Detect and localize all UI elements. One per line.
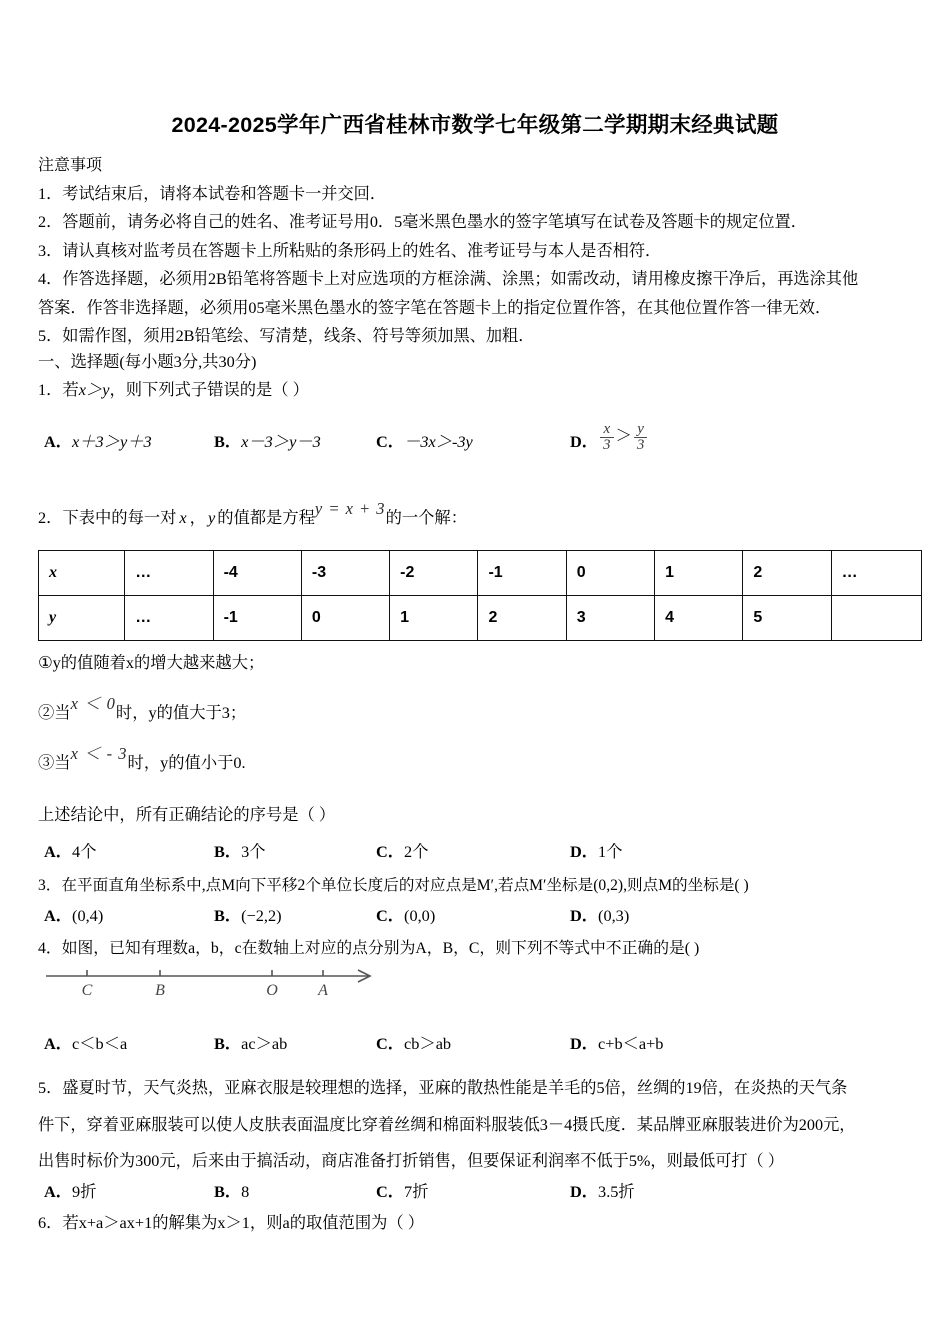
option-a-label: A． xyxy=(44,1182,73,1201)
option-a-label: A． xyxy=(44,906,73,925)
option-d[interactable] xyxy=(570,1030,663,1054)
option-b[interactable] xyxy=(214,838,266,862)
q1-stem-math: x＞y xyxy=(78,380,110,399)
conclusion-3-mark: ③ xyxy=(38,753,55,772)
question-5-line-1-text: 盛夏时节，天气炎热，亚麻衣服是较理想的选择，亚麻的散热性能是羊毛的5倍，丝绸的19倍，在炎热的天气条 xyxy=(62,1079,848,1097)
option-a-text: (0,4) xyxy=(72,906,104,925)
number-line-label-c: C xyxy=(81,982,93,999)
table-cell: -1 xyxy=(213,596,301,641)
question-5-stem xyxy=(38,1070,930,1180)
option-a[interactable] xyxy=(44,1178,96,1202)
q2-equation: y = x + 3 xyxy=(314,499,386,518)
option-a-text: 9折 xyxy=(72,1182,97,1201)
conclusion-2 xyxy=(38,694,247,726)
table-cell: -1 xyxy=(478,551,566,596)
solution-table xyxy=(38,550,922,641)
option-c-label: C． xyxy=(376,842,405,861)
fraction-denominator: 3 xyxy=(600,437,614,453)
option-b-text: 8 xyxy=(241,1182,250,1201)
q2-stem-comma: ， xyxy=(189,508,206,527)
notice-list xyxy=(38,180,930,350)
option-b-label: B． xyxy=(214,842,242,861)
question-5-line-1 xyxy=(38,1070,930,1107)
option-b-label: B． xyxy=(214,432,242,451)
question-5-options xyxy=(38,1178,930,1202)
question-6-number: 6． xyxy=(38,1213,63,1232)
table-cell: … xyxy=(125,551,213,596)
option-a-label: A． xyxy=(44,432,73,451)
option-d[interactable] xyxy=(570,421,649,460)
table-row-label-y: y xyxy=(39,596,125,641)
number-line-label-o: O xyxy=(266,982,278,999)
table-cell: … xyxy=(125,596,213,641)
conclusion-1-mark: ① xyxy=(38,653,53,672)
notice-item: 2．答题前，请务必将自己的姓名、准考证号用0．5毫米黑色墨水的签字笔填写在试卷及答题卡的规定位置． xyxy=(38,213,807,232)
option-a-text: c＜b＜a xyxy=(72,1034,128,1053)
option-d-text: 1个 xyxy=(598,842,623,861)
option-b[interactable] xyxy=(214,1178,249,1202)
fraction-numerator: y xyxy=(637,421,644,437)
table-cell: … xyxy=(831,551,921,596)
option-c-label: C． xyxy=(376,906,405,925)
option-b-text: (−2,2) xyxy=(241,906,282,925)
q1-stem-before: 若 xyxy=(62,380,79,399)
option-d-text: 3.5折 xyxy=(598,1182,635,1201)
option-a[interactable] xyxy=(44,428,152,452)
question-4-stem xyxy=(38,936,699,962)
section-heading: 一、选择题(每小题3分,共30分) xyxy=(38,352,257,371)
table-cell: 0 xyxy=(566,551,654,596)
notice-item: 5．如需作图，须用2B铅笔绘、写清楚，线条、符号等须加黑、加粗． xyxy=(38,327,535,346)
number-line-label-b: B xyxy=(155,982,165,999)
question-6-stem xyxy=(38,1210,424,1236)
conclusion-1-text: y的值随着x的增大越来越大； xyxy=(52,653,265,672)
option-d-relation: ＞ xyxy=(615,426,632,446)
table-row-label-x: x xyxy=(39,551,125,596)
question-3-stem xyxy=(38,873,749,899)
table-cell: -2 xyxy=(390,551,478,596)
option-c[interactable] xyxy=(376,838,428,862)
question-4-text: 如图，已知有理数a，b，c在数轴上对应的点分别为A，B，C，则下列不等式中不正确的是( ) xyxy=(61,940,700,957)
table-cell: 1 xyxy=(655,551,743,596)
option-d-label: D． xyxy=(570,842,599,861)
option-b-label: B． xyxy=(214,1182,242,1201)
conclusion-3 xyxy=(38,744,246,776)
table-cell: 3 xyxy=(566,596,654,641)
table-cell: 4 xyxy=(655,596,743,641)
conclusion-2-math: x ＜ 0 xyxy=(70,694,116,713)
notice-item: 答案．作答非选择题，必须用05毫米黑色墨水的签字笔在答题卡上的指定位置作答，在其他位置作答一律无效． xyxy=(38,298,832,317)
conclusion-2-text: 时，y的值大于3； xyxy=(115,703,247,722)
option-c[interactable] xyxy=(376,1030,451,1054)
option-c[interactable] xyxy=(376,902,435,926)
option-c-label: C． xyxy=(376,1034,405,1053)
question-2-closing: 上述结论中，所有正确结论的序号是（ ） xyxy=(38,805,336,824)
conclusion-3-pre: 当 xyxy=(54,753,71,772)
option-c-text: 2个 xyxy=(404,842,429,861)
question-3-options xyxy=(38,902,930,926)
option-c[interactable] xyxy=(376,428,473,452)
option-b-label: B． xyxy=(214,906,242,925)
number-line-figure xyxy=(38,962,418,1018)
question-1-options xyxy=(38,421,930,454)
option-a-text: x＋3＞y＋3 xyxy=(72,432,152,451)
table-cell: -3 xyxy=(301,551,389,596)
option-c-text: (0,0) xyxy=(404,906,436,925)
option-d[interactable] xyxy=(570,902,629,926)
question-5-number: 5． xyxy=(38,1079,63,1097)
q2-stem-before: 下表中的每一对 xyxy=(62,508,177,527)
option-c-text: －3x＞-3y xyxy=(404,432,473,451)
table-cell xyxy=(831,596,921,641)
number-line-label-a: A xyxy=(318,982,328,999)
fraction-denominator: 3 xyxy=(634,437,648,453)
notice-item: 3．请认真核对监考员在答题卡上所粘贴的条形码上的姓名、准考证号与本人是否相符． xyxy=(38,241,662,260)
table-cell: 2 xyxy=(743,551,831,596)
option-d-fraction-right xyxy=(634,422,648,454)
q1-stem-after: ，则下列式子错误的是（ ） xyxy=(109,380,309,399)
option-a-label: A． xyxy=(44,1034,73,1053)
question-2-stem xyxy=(38,499,467,531)
option-d[interactable] xyxy=(570,838,622,862)
option-a-label: A． xyxy=(44,842,73,861)
option-c-label: C． xyxy=(376,1182,405,1201)
option-d-text: (0,3) xyxy=(598,906,630,925)
option-d-label: D． xyxy=(570,1034,599,1053)
option-b-text: x－3＞y－3 xyxy=(241,432,321,451)
option-b-text: ac＞ab xyxy=(241,1034,288,1053)
table-row xyxy=(39,596,922,641)
option-d-label: D． xyxy=(570,906,599,925)
option-b-text: 3个 xyxy=(241,842,266,861)
option-c-text: 7折 xyxy=(404,1182,429,1201)
option-b-label: B． xyxy=(214,1034,242,1053)
option-c-text: cb＞ab xyxy=(404,1034,452,1053)
conclusion-1 xyxy=(38,650,264,676)
table-cell: -4 xyxy=(213,551,301,596)
question-3-number: 3． xyxy=(38,877,62,894)
question-2-options xyxy=(38,838,930,862)
option-b[interactable] xyxy=(214,428,321,452)
question-6-text: 若x+a＞ax+1的解集为x＞1，则a的取值范围为（ ） xyxy=(62,1213,425,1232)
q2-var-y: y xyxy=(207,508,216,527)
option-c[interactable] xyxy=(376,1178,428,1202)
option-d-fraction-left xyxy=(600,422,614,454)
option-a[interactable] xyxy=(44,902,103,926)
question-5-line-2: 件下，穿着亚麻服装可以使人皮肤表面温度比穿着丝绸和棉面料服装低3－4摄氏度．某品牌亚麻服装进价为200元， xyxy=(38,1115,856,1134)
question-3-text: 在平面直角坐标系中,点M向下平移2个单位长度后的对应点是M′,若点M′坐标是(0,2),则点M的坐标是( ) xyxy=(61,877,749,894)
option-d-label: D． xyxy=(570,432,599,452)
option-d[interactable] xyxy=(570,1178,635,1202)
conclusion-3-math: x ＜ - 3 xyxy=(70,744,128,763)
question-4-number: 4． xyxy=(38,940,62,957)
table-cell: 1 xyxy=(390,596,478,641)
question-2-number: 2． xyxy=(38,508,63,527)
option-a[interactable] xyxy=(44,838,96,862)
option-d-label: D． xyxy=(570,1182,599,1201)
option-b[interactable] xyxy=(214,1030,287,1054)
conclusion-2-mark: ② xyxy=(38,703,55,722)
table-row xyxy=(39,551,922,596)
option-b[interactable] xyxy=(214,902,282,926)
page-title: 2024-2025学年广西省桂林市数学七年级第二学期期末经典试题 xyxy=(171,113,779,137)
question-1-stem xyxy=(38,377,309,403)
q2-stem-after: 的一个解： xyxy=(385,508,467,527)
option-a-text: 4个 xyxy=(72,842,97,861)
table-cell: 2 xyxy=(478,596,566,641)
q2-var-x: x xyxy=(179,508,187,527)
question-1-number: 1． xyxy=(38,380,63,399)
question-5-line-3: 出售时标价为300元，后来由于搞活动，商店准备打折销售，但要保证利润率不低于5%，则最低可打（ ） xyxy=(38,1152,784,1170)
option-c-label: C． xyxy=(376,432,405,451)
option-d-text: c+b＜a+b xyxy=(598,1034,664,1053)
table-cell: 0 xyxy=(301,596,389,641)
notice-item: 4．作答选择题，必须用2B铅笔将答题卡上对应选项的方框涂满、涂黑；如需改动，请用橡皮擦干净后，再选涂其他 xyxy=(38,270,859,289)
fraction-numerator: x xyxy=(603,421,611,437)
notice-heading: 注意事项 xyxy=(38,157,103,174)
conclusion-3-text: 时，y的值小于0. xyxy=(127,753,246,772)
notice-item: 1．考试结束后，请将本试卷和答题卡一并交回． xyxy=(38,185,387,203)
q2-stem-mid2: 的值都是方程 xyxy=(217,508,315,527)
number-line-svg xyxy=(38,962,418,1018)
question-4-options xyxy=(38,1030,930,1054)
table-cell: 5 xyxy=(743,596,831,641)
option-a[interactable] xyxy=(44,1030,127,1054)
conclusion-2-pre: 当 xyxy=(54,703,71,722)
